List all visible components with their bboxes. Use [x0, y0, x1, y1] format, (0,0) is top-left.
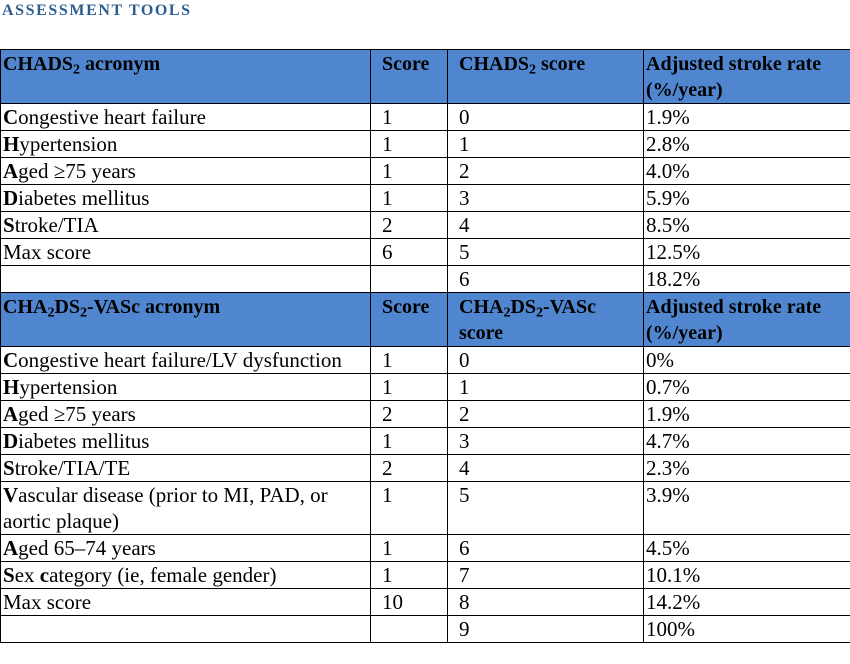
criterion-cell: Aged ≥75 years	[1, 158, 371, 185]
rate-cell: 8.5%	[644, 212, 850, 239]
rate-cell: 1.9%	[644, 401, 850, 428]
rate-cell: 3.9%	[644, 482, 850, 535]
rate-cell: 0%	[644, 347, 850, 374]
score-cell: 1	[371, 185, 448, 212]
total-score-cell: 6	[448, 535, 644, 562]
total-score-cell: 0	[448, 104, 644, 131]
chads2-rate-header: Adjusted stroke rate (%/year)	[644, 50, 850, 104]
score-cell: 10	[371, 589, 448, 616]
table-row	[1, 616, 850, 643]
table-row	[1, 239, 850, 266]
table-row	[1, 562, 850, 589]
criterion-cell: Sex category (ie, female gender)	[1, 562, 371, 589]
table-row	[1, 589, 850, 616]
table-row	[1, 401, 850, 428]
rate-cell: 0.7%	[644, 374, 850, 401]
rate-cell: 2.8%	[644, 131, 850, 158]
rate-cell: 100%	[644, 616, 850, 643]
total-score-cell: 3	[448, 185, 644, 212]
criterion-cell: Diabetes mellitus	[1, 428, 371, 455]
table-row	[1, 535, 850, 562]
score-cell: 1	[371, 131, 448, 158]
total-score-cell: 4	[448, 212, 644, 239]
criterion-cell: Vascular disease (prior to MI, PAD, or aortic plaque)	[1, 482, 371, 535]
rate-cell: 14.2%	[644, 589, 850, 616]
table-row	[1, 212, 850, 239]
cha2ds2vasc-header-row	[1, 293, 850, 347]
total-score-cell: 6	[448, 266, 644, 293]
score-cell: 1	[371, 482, 448, 535]
chads2-score-header: Score	[371, 50, 448, 104]
total-score-cell: 1	[448, 131, 644, 158]
rate-cell: 12.5%	[644, 239, 850, 266]
table-row	[1, 428, 850, 455]
score-cell: 1	[371, 562, 448, 589]
criterion-cell: Max score	[1, 239, 371, 266]
table-row	[1, 266, 850, 293]
criterion-cell: Hypertension	[1, 374, 371, 401]
rate-cell: 4.0%	[644, 158, 850, 185]
total-score-cell: 1	[448, 374, 644, 401]
total-score-cell: 5	[448, 482, 644, 535]
cha2ds2vasc-total-header: $CHA_2DS_2$-VASc score	[448, 293, 644, 347]
score-cell: 1	[371, 158, 448, 185]
criterion-cell: Hypertension	[1, 131, 371, 158]
criterion-cell: Congestive heart failure	[1, 104, 371, 131]
total-score-cell: 2	[448, 401, 644, 428]
table-row	[1, 158, 850, 185]
stroke-risk-table	[0, 49, 850, 643]
score-cell: 2	[371, 212, 448, 239]
table-row	[1, 455, 850, 482]
table-row	[1, 185, 850, 212]
chads2-header-row	[1, 50, 850, 104]
total-score-cell: 3	[448, 428, 644, 455]
score-cell: 6	[371, 239, 448, 266]
rate-cell: 2.3%	[644, 455, 850, 482]
criterion-cell: Congestive heart failure/LV dysfunction	[1, 347, 371, 374]
score-cell: 1	[371, 104, 448, 131]
table-row	[1, 374, 850, 401]
score-cell: 2	[371, 401, 448, 428]
rate-cell: 1.9%	[644, 104, 850, 131]
chads2-total-header: $CHADS_2$ score	[448, 50, 644, 104]
total-score-cell: 8	[448, 589, 644, 616]
score-cell: 1	[371, 535, 448, 562]
total-score-cell: 5	[448, 239, 644, 266]
rate-cell: 18.2%	[644, 266, 850, 293]
cha2ds2vasc-acronym-header: $CHA_2DS_2$-VASc acronym	[1, 293, 371, 347]
section-title: ASSESSMENT TOOLS	[2, 2, 192, 19]
rate-cell: 5.9%	[644, 185, 850, 212]
rate-cell: 4.7%	[644, 428, 850, 455]
rate-cell: 10.1%	[644, 562, 850, 589]
chads2-acronym-header: $CHADS_2$ acronym	[1, 50, 371, 104]
total-score-cell: 7	[448, 562, 644, 589]
criterion-cell	[1, 266, 371, 293]
total-score-cell: 0	[448, 347, 644, 374]
criterion-cell: Max score	[1, 589, 371, 616]
score-cell: 1	[371, 374, 448, 401]
table-row	[1, 482, 850, 535]
criterion-cell: Stroke/TIA	[1, 212, 371, 239]
criterion-cell: Aged ≥75 years	[1, 401, 371, 428]
total-score-cell: 4	[448, 455, 644, 482]
table-row	[1, 347, 850, 374]
criterion-cell: Aged 65–74 years	[1, 535, 371, 562]
criterion-cell	[1, 616, 371, 643]
criterion-cell: Stroke/TIA/TE	[1, 455, 371, 482]
total-score-cell: 9	[448, 616, 644, 643]
score-cell	[371, 266, 448, 293]
score-cell: 1	[371, 428, 448, 455]
criterion-cell: Diabetes mellitus	[1, 185, 371, 212]
total-score-cell: 2	[448, 158, 644, 185]
cha2ds2vasc-rate-header: Adjusted stroke rate (%/year)	[644, 293, 850, 347]
score-cell: 1	[371, 347, 448, 374]
table-row	[1, 104, 850, 131]
score-cell: 2	[371, 455, 448, 482]
table-row	[1, 131, 850, 158]
score-cell	[371, 616, 448, 643]
cha2ds2vasc-score-header: Score	[371, 293, 448, 347]
rate-cell: 4.5%	[644, 535, 850, 562]
